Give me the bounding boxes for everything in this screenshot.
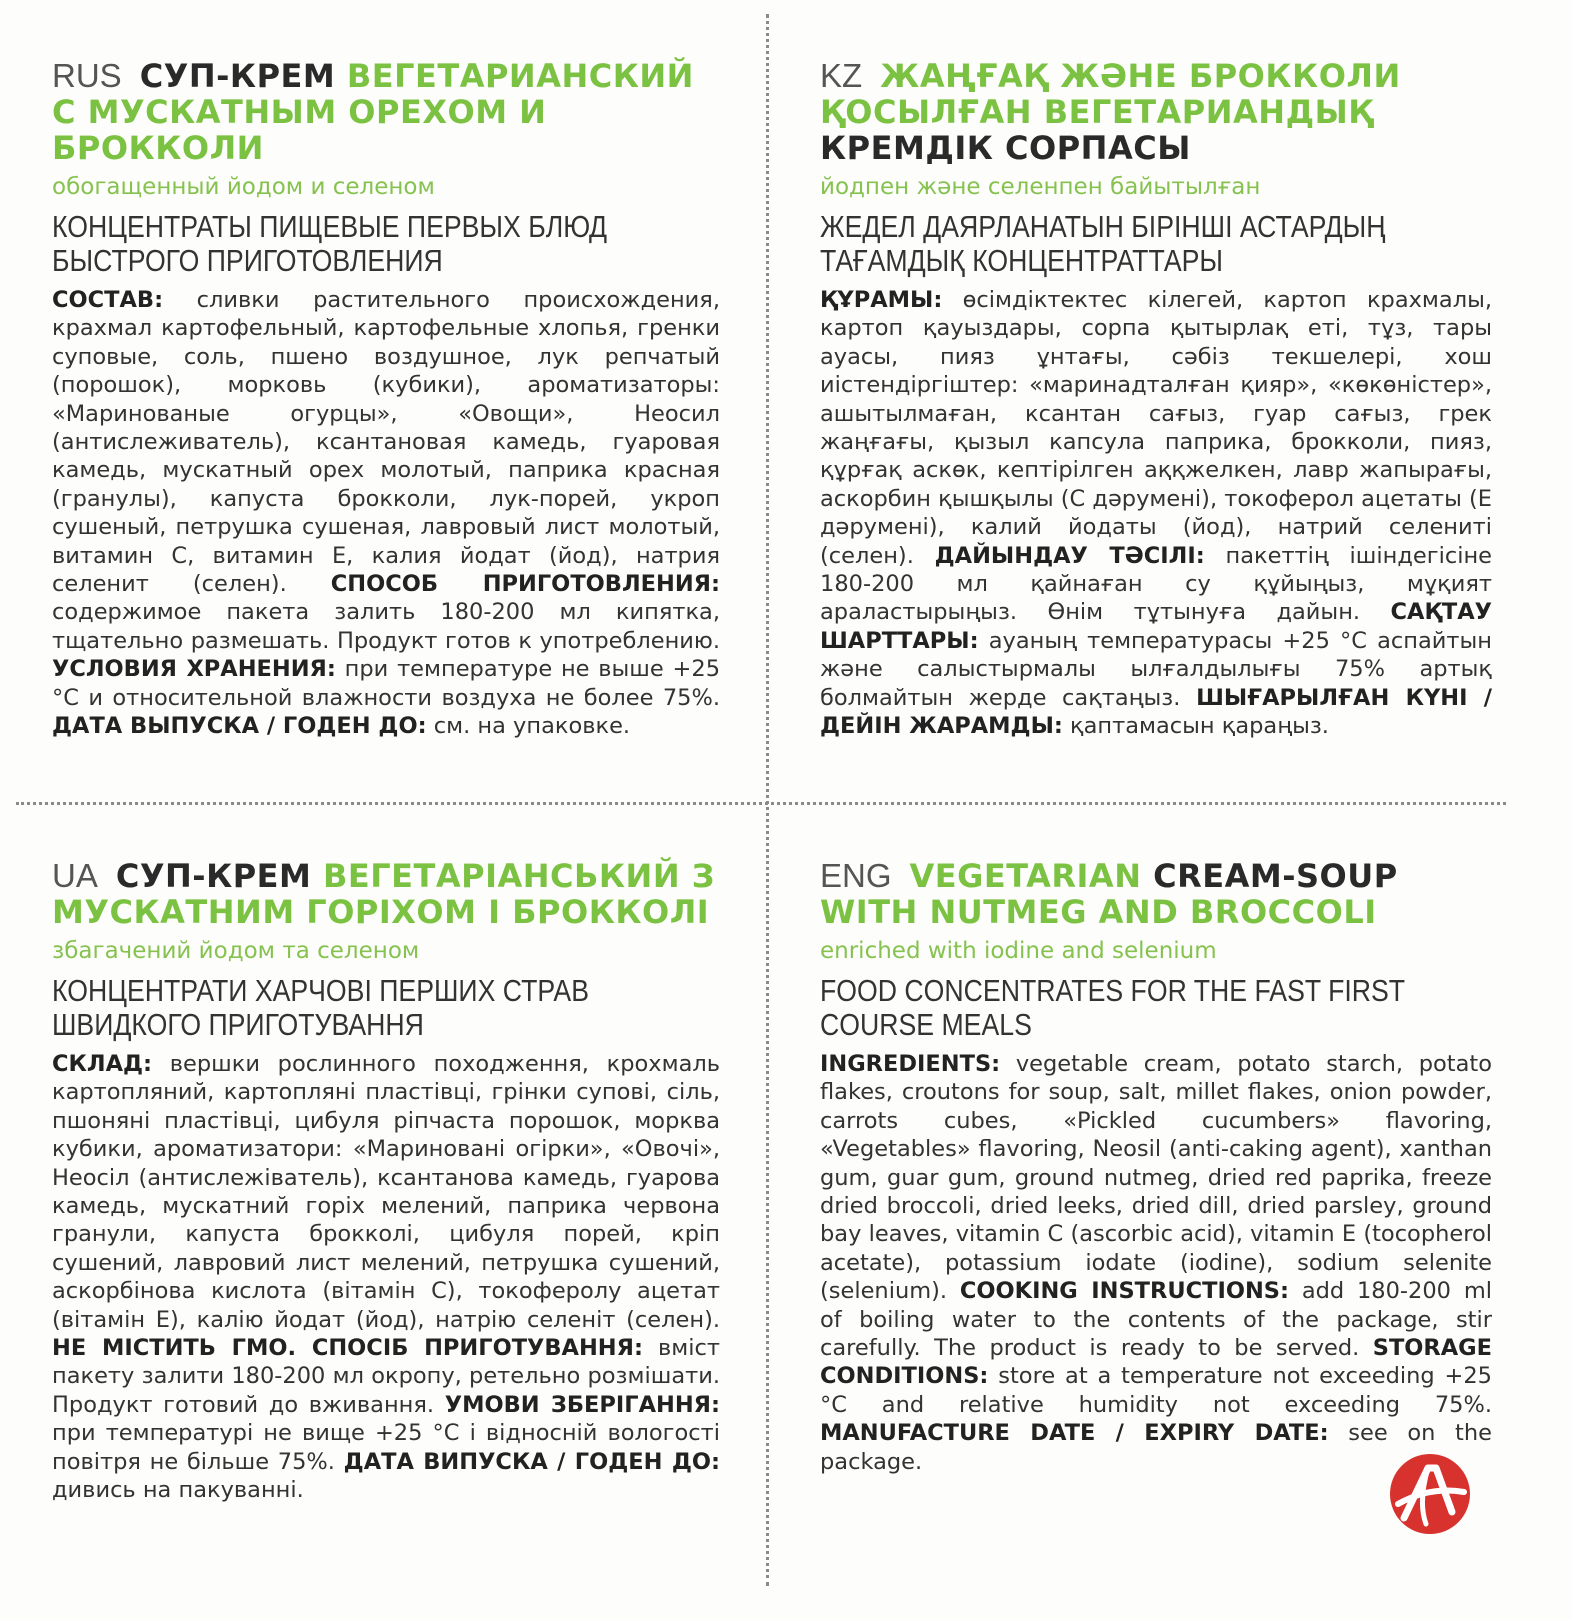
category-ua: КОНЦЕНТРАТИ ХАРЧОВІ ПЕРШИХ СТРАВ ШВИДКОГО ПРИГОТУВАННЯ: [52, 973, 589, 1042]
body-kz: [820, 286, 1492, 741]
method-label-rus: СПОСОБ ПРИГОТОВЛЕНИЯ:: [330, 571, 720, 598]
method-label-kz: ДАЙЫНДАУ ТӘСІЛІ:: [934, 542, 1205, 569]
panel-eng: [820, 858, 1492, 1476]
date-text-eng: see on the package.: [820, 1420, 1492, 1475]
title-kz: [820, 58, 1492, 166]
gmo-label-ua: НЕ МІСТИТЬ ГМО.: [52, 1335, 297, 1362]
date-label-eng: MANUFACTURE DATE / EXPIRY DATE:: [820, 1420, 1329, 1447]
method-text-eng: add 180-200 ml of boiling water to the contents of the package, stir carefully. The product is ready to be served.: [820, 1278, 1492, 1362]
date-label-rus: ДАТА ВЫПУСКА / ГОДЕН ДО:: [52, 713, 427, 740]
date-label-kz: ШЫҒАРЫЛҒАН КҮНІ / ДЕЙІН ЖАРАМДЫ:: [820, 684, 1492, 740]
storage-label-rus: УСЛОВИЯ ХРАНЕНИЯ:: [52, 656, 336, 683]
method-label-eng: COOKING INSTRUCTIONS:: [959, 1278, 1289, 1305]
subtitle-kz: йодпен және селенпен байытылған: [820, 174, 1261, 200]
brand-a-logo-icon: [1388, 1452, 1472, 1536]
date-label-ua: ДАТА ВИПУСКА / ГОДЕН ДО:: [343, 1448, 721, 1475]
storage-text-eng: store at a temperature not exceeding +25 °C and relative humidity not exceeding 75%.: [820, 1363, 1492, 1418]
composition-text-ua: вершки рослинного походження, крохмаль картопляний, картопляні пластівці, грінки супові, сіль, пшоняні пластівці, цибуля ріпчаста порошок, морква кубики, ароматизатори: «Мариновані огірки», «Овочі», Неосіл (антислежіватель), ксантанова камедь, гуарова камедь, мускатний горіх мелений, паприка червона гранули, капуста брокколі, цибуля порей, кріп сушений, лавровий лист мелений, петрушка сушений, аскорбінова кислота (вітамін С), токоферолу ацетат (вітамін Е), калію йодат (йод), натрію селеніт (селен).: [52, 1051, 720, 1333]
storage-text-kz: ауаның температурасы +25 °С аспайтын және салыстырмалы ылғалдылығы 75% артық болмайтын жерде сақтаңыз.: [820, 627, 1492, 711]
storage-label-eng: STORAGE CONDITIONS:: [820, 1335, 1492, 1390]
title-ua-dark: СУП-КРЕМ: [115, 857, 312, 895]
body-ua: [52, 1050, 720, 1505]
title-ua: [52, 858, 720, 930]
composition-text-eng: vegetable cream, potato starch, potato flakes, croutons for soup, salt, millet flakes, onion powder, carrots cubes, «Pickled cucumbers» flavoring, «Vegetables» flavoring, Neosil (anti-caking agent), xanthan gum, guar gum, ground nutmeg, dried red paprika, freeze dried broccoli, dried leeks, dried dill, dried parsley, ground bay leaves, vitamin C (ascorbic acid), vitamin E (tocopherol acetate), potassium iodate (iodine), sodium selenite (selenium).: [820, 1051, 1492, 1305]
method-label-ua: СПОСІБ ПРИГОТУВАННЯ:: [296, 1335, 643, 1362]
title-rus-dark: СУП-КРЕМ: [139, 57, 336, 95]
body-rus: [52, 286, 720, 741]
date-text-ua: дивись на пакуванні.: [52, 1477, 304, 1504]
title-eng: [820, 858, 1492, 930]
composition-label-rus: СОСТАВ:: [52, 287, 164, 313]
date-text-kz: қаптамасын қараңыз.: [1062, 713, 1329, 740]
composition-text-kz: өсімдіктектес кілегей, картоп крахмалы, картоп қауыздары, сорпа қытырлақ еті, тұз, тары ауасы, пияз ұнтағы, сәбіз текшелері, хош иістендіргіштер: «маринадталған қияр», «көкөністер», ашытылмаған, ксантан сағыз, гуар сағыз, грек жаңғағы, қызыл капсула паприка, брокколи, пияз, құрғақ аскөк, кептірілген аққжелкен, лавр жапырағы, аскорбин қышқылы (С дәрумені), токоферол ацетаты (Е дәрумені), калий йодаты (йод), натрий селениті (селен).: [820, 287, 1493, 569]
storage-text-rus: при температуре не выше +25 °С и относительной влажности воздуха не более 75%.: [52, 656, 721, 711]
title-rus-green: ВЕГЕТАРИАНСКИЙ С МУСКАТНЫМ ОРЕХОМ И БРОККОЛИ: [52, 57, 694, 167]
horizontal-divider: [16, 802, 1506, 805]
composition-text-rus: сливки растительного происхождения, крахмал картофельный, картофельные хлопья, гренки суповые, соль, пшено воздушное, лук репчатый (порошок), морковь (кубики), ароматизаторы: «Маринованые огурцы», «Овощи», Неосил (антислеживатель), ксантановая камедь, гуаровая камедь, мускатный орех молотый, паприка красная (гранулы), капуста брокколи, лук-порей, укроп сушеный, петрушка сушеная, лавровый лист молотый, витамин С, витамин Е, калия йодат (йод), натрия селенит (селен).: [52, 287, 720, 598]
title-eng-dark: CREAM-SOUP: [1153, 857, 1398, 895]
panel-kz: [820, 58, 1492, 741]
category-eng: FOOD CONCENTRATES FOR THE FAST FIRST COURSE MEALS: [820, 973, 1405, 1042]
category-rus: КОНЦЕНТРАТЫ ПИЩЕВЫЕ ПЕРВЫХ БЛЮД БЫСТРОГО ПРИГОТОВЛЕНИЯ: [52, 209, 608, 278]
title-eng-green: VEGETARIAN: [909, 857, 1142, 895]
title-kz-green: ЖАҢҒАҚ ЖӘНЕ БРОККОЛИ ҚОСЫЛҒАН ВЕГЕТАРИАНДЫҚ: [820, 57, 1401, 131]
panel-rus: [52, 58, 720, 741]
composition-label-kz: ҚҰРАМЫ:: [820, 287, 943, 313]
title-rus: [52, 58, 720, 166]
composition-label-eng: INGREDIENTS:: [820, 1051, 1001, 1077]
vertical-divider: [766, 14, 769, 1586]
method-text-kz: пакеттің ішіндегісіне 180-200 мл қайнаған су құйыңыз, мұқият араластырыңыз. Өнім тұтынуға дайын.: [820, 542, 1492, 626]
panel-ua: [52, 858, 720, 1505]
lang-code-kz: KZ: [820, 57, 863, 94]
lang-code-rus: RUS: [52, 57, 122, 94]
subtitle-ua: збагачений йодом та селеном: [52, 938, 420, 964]
storage-label-ua: УМОВИ ЗБЕРІГАННЯ:: [444, 1391, 720, 1418]
title-kz-dark: КРЕМДІК СОРПАСЫ: [820, 129, 1191, 167]
subtitle-rus: обогащенный йодом и селеном: [52, 174, 435, 200]
composition-label-ua: СКЛАД:: [52, 1051, 153, 1077]
lang-code-ua: UA: [52, 857, 98, 894]
date-text-rus: см. на упаковке.: [426, 713, 631, 740]
title-ua-green: ВЕГЕТАРІАНСЬКИЙ З МУСКАТНИМ ГОРІХОМ І БРОККОЛІ: [52, 857, 715, 931]
lang-code-eng: ENG: [820, 857, 892, 894]
method-text-rus: содержимое пакета залить 180-200 мл кипятка, тщательно размешать. Продукт готов к употреблению.: [52, 599, 720, 654]
storage-label-kz: САҚТАУ ШАРТТАРЫ:: [820, 599, 1492, 654]
storage-text-ua: при температурі не вище +25 °С і відносній вологості повітря не більше 75%.: [52, 1420, 720, 1475]
title-eng-green-2: WITH NUTMEG AND BROCCOLI: [820, 893, 1377, 931]
method-text-ua: вміст пакету залити 180-200 мл окропу, ретельно розмішати. Продукт готовий до вживання.: [52, 1335, 720, 1418]
category-kz: ЖЕДЕЛ ДАЯРЛАНАТЫН БІРІНШІ АСТАРДЫҢ ТАҒАМДЫҚ КОНЦЕНТРАТТАРЫ: [820, 209, 1386, 278]
body-eng: [820, 1050, 1492, 1476]
subtitle-eng: enriched with iodine and selenium: [820, 938, 1217, 964]
